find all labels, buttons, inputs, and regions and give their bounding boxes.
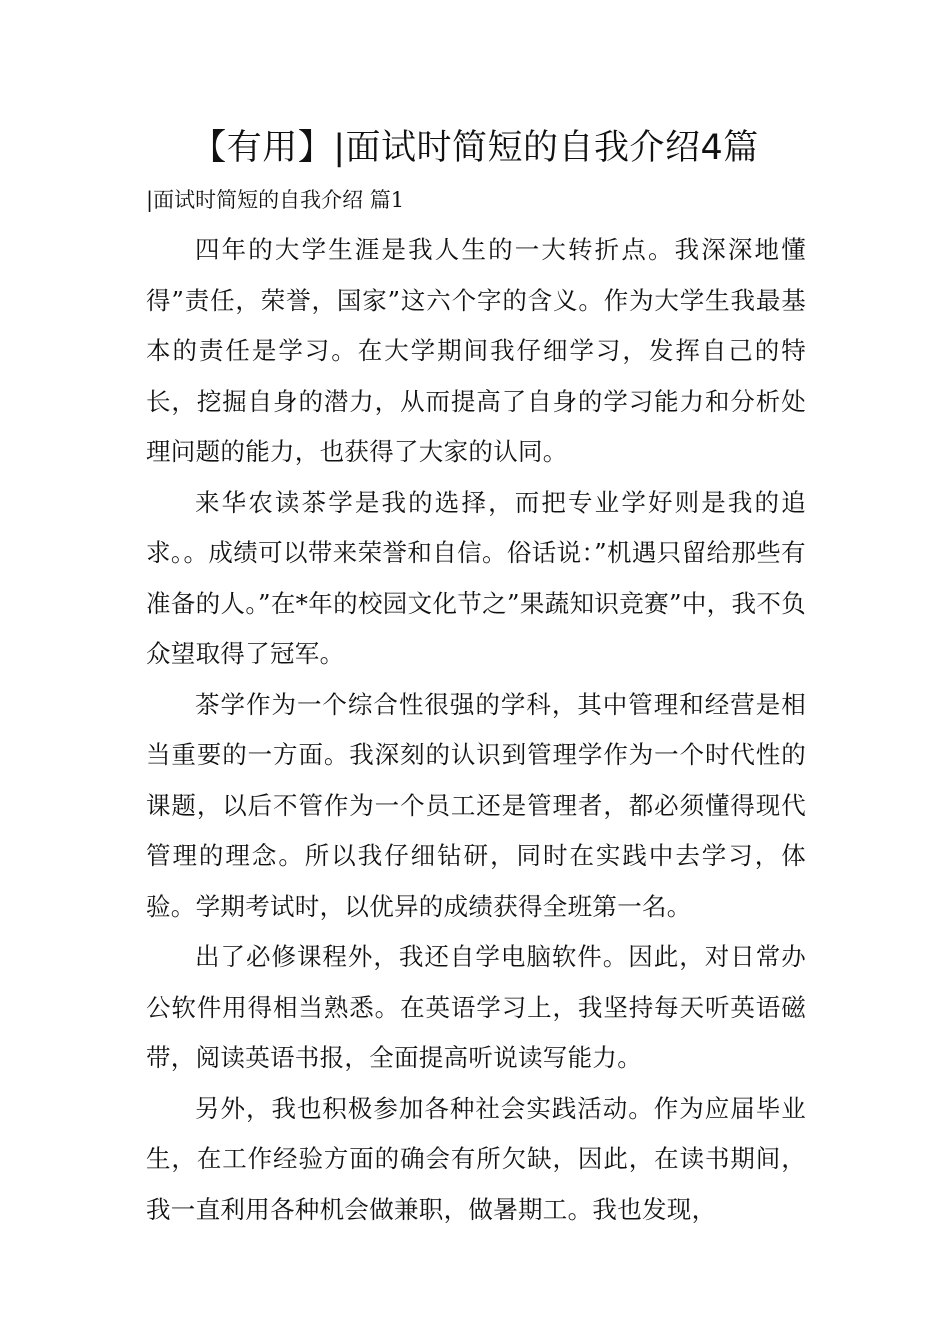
document-body	[146, 225, 806, 1235]
document-title: 【有用】|面试时简短的自我介绍4篇	[191, 128, 759, 168]
paragraph: 来华农读茶学是我的选择，而把专业学好则是我的追求。。成绩可以带来荣誉和自信。俗话说：”机遇只留给那些有准备的人。”在*年的校园文化节之”果蔬知识竞赛”中，我不负众望取得了冠军。	[146, 487, 806, 668]
section-heading: |面试时简短的自我介绍 篇1	[146, 188, 405, 212]
paragraph: 另外，我也积极参加各种社会实践活动。作为应届毕业生，在工作经验方面的确会有所欠缺，因此，在读书期间，我一直利用各种机会做兼职，做暑期工。我也发现，	[146, 1093, 806, 1224]
paragraph: 出了必修课程外，我还自学电脑软件。因此，对日常办公软件用得相当熟悉。在英语学习上，我坚持每天听英语磁带，阅读英语书报，全面提高听说读写能力。	[146, 942, 806, 1072]
paragraph: 茶学作为一个综合性很强的学科，其中管理和经营是相当重要的一方面。我深刻的认识到管理学作为一个时代性的课题，以后不管作为一个员工还是管理者，都必须懂得现代管理的理念。所以我仔细钻研，同时在实践中去学习，体验。学期考试时，以优异的成绩获得全班第一名。	[146, 689, 806, 921]
paragraph: 四年的大学生涯是我人生的一大转折点。我深深地懂得”责任，荣誉，国家”这六个字的含义。作为大学生我最基本的责任是学习。在大学期间我仔细学习，发挥自己的特长，挖掘自身的潜力，从而提高了自身的学习能力和分析处理问题的能力，也获得了大家的认同。	[146, 235, 806, 466]
